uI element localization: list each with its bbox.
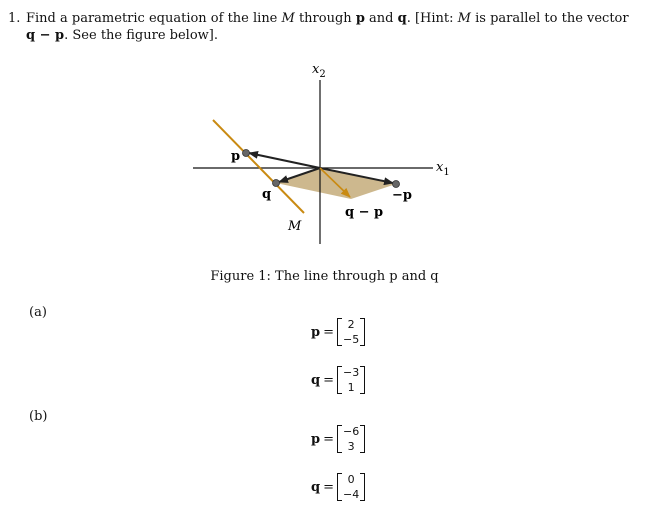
part-a-label: (a) <box>29 305 47 320</box>
vector-entry: −4 <box>343 488 360 501</box>
problem-text-part: and <box>364 11 398 26</box>
vector-entry: 1 <box>347 381 355 394</box>
point-p <box>243 150 250 157</box>
part-b-vector-p <box>311 424 365 454</box>
equals-sign: = <box>323 372 334 388</box>
label-M: M <box>288 219 302 234</box>
column-vector <box>337 472 365 502</box>
vector-p <box>249 153 320 168</box>
line-M <box>213 120 304 213</box>
label-neg-p: −p <box>392 188 412 203</box>
problem-text-part: M <box>281 11 295 26</box>
part-b-label: (b) <box>29 409 48 424</box>
column-vector <box>337 317 365 347</box>
problem-number: 1. <box>8 11 21 26</box>
label-q: q <box>262 187 272 202</box>
problem-text-part: Find a parametric equation of the line <box>26 11 282 26</box>
equals-sign: = <box>323 431 334 447</box>
label-q-minus-p: q − p <box>345 205 384 220</box>
point-neg-p <box>393 181 400 188</box>
point-q <box>273 180 280 187</box>
equals-sign: = <box>323 324 334 340</box>
problem-text-part: p <box>355 11 365 26</box>
vector-name: q <box>311 372 321 388</box>
vector-entry: −3 <box>343 366 360 379</box>
problem-text-part: q <box>397 11 407 26</box>
problem-text-part: M <box>457 11 471 26</box>
column-vector <box>337 424 365 454</box>
problem-text-part: . [Hint: <box>406 11 458 26</box>
part-a-vector-q <box>311 365 365 395</box>
column-vector <box>337 365 365 395</box>
vector-entry: 0 <box>347 473 355 486</box>
label-p: p <box>231 149 241 164</box>
label-x2: $x_2$ <box>312 62 326 80</box>
part-a-vector-p <box>311 317 365 347</box>
vector-name: p <box>311 324 321 340</box>
vector-entry: −6 <box>343 425 360 438</box>
equals-sign: = <box>323 479 334 495</box>
problem-text-part: is parallel to the vector <box>470 11 629 26</box>
vector-entry: 3 <box>347 440 355 453</box>
vector-entry: 2 <box>347 318 355 331</box>
vector-name: p <box>311 431 321 447</box>
problem-text-part: q − p <box>26 28 65 43</box>
vector-entry: −5 <box>343 333 360 346</box>
problem-text-part: through <box>294 11 356 26</box>
part-b-vector-q <box>311 472 365 502</box>
figure-caption-text: Figure 1: The line through p and q <box>210 269 439 284</box>
problem-text-part: . See the figure below]. <box>64 28 218 43</box>
vector-name: q <box>311 479 321 495</box>
label-x1: $x_1$ <box>436 160 450 178</box>
figure-caption <box>0 269 649 284</box>
